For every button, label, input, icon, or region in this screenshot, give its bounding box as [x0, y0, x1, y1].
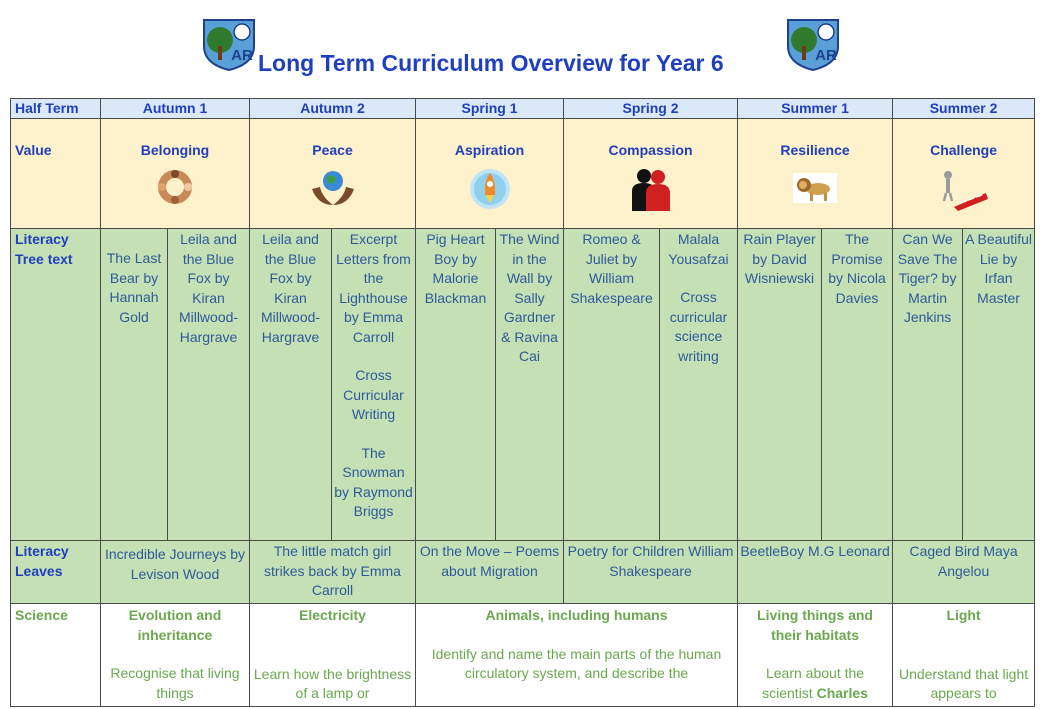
- row-label-science: Science: [11, 604, 101, 707]
- value-name: Resilience: [780, 142, 850, 158]
- leaves-cell: Caged Bird Maya Angelou: [893, 541, 1035, 604]
- row-label-literacy-tree: Literacy Tree text: [11, 229, 101, 541]
- science-cell: [101, 604, 250, 707]
- term-spring-1: Spring 1: [416, 99, 564, 119]
- literacy-tree-row: [11, 229, 1035, 541]
- header-row: [11, 99, 1035, 119]
- value-name: Aspiration: [454, 142, 525, 158]
- term-spring-2: Spring 2: [564, 99, 738, 119]
- book-cell: Excerpt Letters from the Lighthouse by Emma Carroll Cross Curricular Writing The Snowman by Raymond Briggs: [332, 229, 416, 541]
- lion-icon: [790, 167, 840, 207]
- leaves-cell: BeetleBoy M.G Leonard: [738, 541, 893, 604]
- book-cell: Rain Player by David Wisniewski: [738, 229, 822, 541]
- value-name: Belonging: [140, 142, 210, 158]
- value-name: Challenge: [930, 142, 997, 158]
- rocket-icon: [465, 167, 515, 211]
- science-topic: Animals, including humans: [485, 607, 668, 623]
- science-topic: Light: [946, 607, 981, 623]
- hug-silhouette-icon: [626, 167, 676, 211]
- science-desc: Recognise that living things: [110, 665, 240, 701]
- book-cell: Leila and the Blue Fox by Kiran Millwood-Hargrave: [250, 229, 332, 541]
- value-cell: [738, 119, 893, 229]
- science-topic: Electricity: [299, 607, 366, 623]
- book-cell: Pig Heart Boy by Malorie Blackman: [416, 229, 496, 541]
- science-desc: Learn how the brightness of a lamp or: [253, 665, 412, 701]
- leaves-cell: Incredible Journeys by Levison Wood: [101, 541, 250, 604]
- book-cell: The Wind in the Wall by Sally Gardner & Ravina Cai: [496, 229, 564, 541]
- book-cell: A Beautiful Lie by Irfan Master: [963, 229, 1035, 541]
- leaves-cell: The little match girl strikes back by Emma Carroll: [250, 541, 416, 604]
- science-cell: [893, 604, 1035, 707]
- svg-text:AR: AR: [231, 47, 253, 64]
- book-cell: Can We Save The Tiger? by Martin Jenkins: [893, 229, 963, 541]
- science-topic: Evolution and inheritance: [128, 607, 222, 643]
- term-summer-2: Summer 2: [893, 99, 1035, 119]
- science-desc: Understand that light appears to: [898, 665, 1029, 701]
- science-desc: Learn about the scientist Charles: [762, 665, 868, 701]
- stairs-figure-icon: [936, 167, 992, 211]
- book-cell: Malala Yousafzai Cross curricular science writing: [660, 229, 738, 541]
- school-logo-icon: [784, 16, 842, 72]
- term-autumn-1: Autumn 1: [101, 99, 250, 119]
- value-row: [11, 119, 1035, 229]
- term-autumn-2: Autumn 2: [250, 99, 416, 119]
- science-cell: [250, 604, 416, 707]
- science-cell: [416, 604, 738, 707]
- book-cell: The Promise by Nicola Davies: [822, 229, 893, 541]
- svg-text:AR: AR: [815, 47, 837, 64]
- book-cell: Romeo & Juliet by William Shakespeare: [564, 229, 660, 541]
- value-name: Compassion: [608, 142, 693, 158]
- page-title: Long Term Curriculum Overview for Year 6: [258, 50, 724, 76]
- hands-globe-icon: [308, 167, 358, 207]
- row-label-half-term: Half Term: [11, 99, 101, 119]
- science-desc: Identify and name the main parts of the human circulatory system, and describe the: [431, 645, 722, 681]
- curriculum-table: [10, 98, 1035, 707]
- leaves-cell: On the Move – Poems about Migration: [416, 541, 564, 604]
- school-logo-icon: [200, 16, 258, 72]
- value-cell: [250, 119, 416, 229]
- value-cell: [416, 119, 564, 229]
- science-topic: Living things and their habitats: [757, 607, 873, 643]
- hands-circle-icon: [150, 167, 200, 207]
- science-row: [11, 604, 1035, 707]
- leaves-cell: Poetry for Children William Shakespeare: [564, 541, 738, 604]
- value-cell: [564, 119, 738, 229]
- literacy-leaves-row: [11, 541, 1035, 604]
- book-cell: The Last Bear by Hannah Gold: [101, 229, 168, 541]
- book-cell: Leila and the Blue Fox by Kiran Millwood-Hargrave: [168, 229, 250, 541]
- value-name: Peace: [312, 142, 353, 158]
- row-label-value: Value: [11, 119, 101, 229]
- row-label-literacy-leaves: Literacy Leaves: [11, 541, 101, 604]
- title-row: [0, 0, 1042, 96]
- term-summer-1: Summer 1: [738, 99, 893, 119]
- science-cell: [738, 604, 893, 707]
- value-cell: [101, 119, 250, 229]
- value-cell: [893, 119, 1035, 229]
